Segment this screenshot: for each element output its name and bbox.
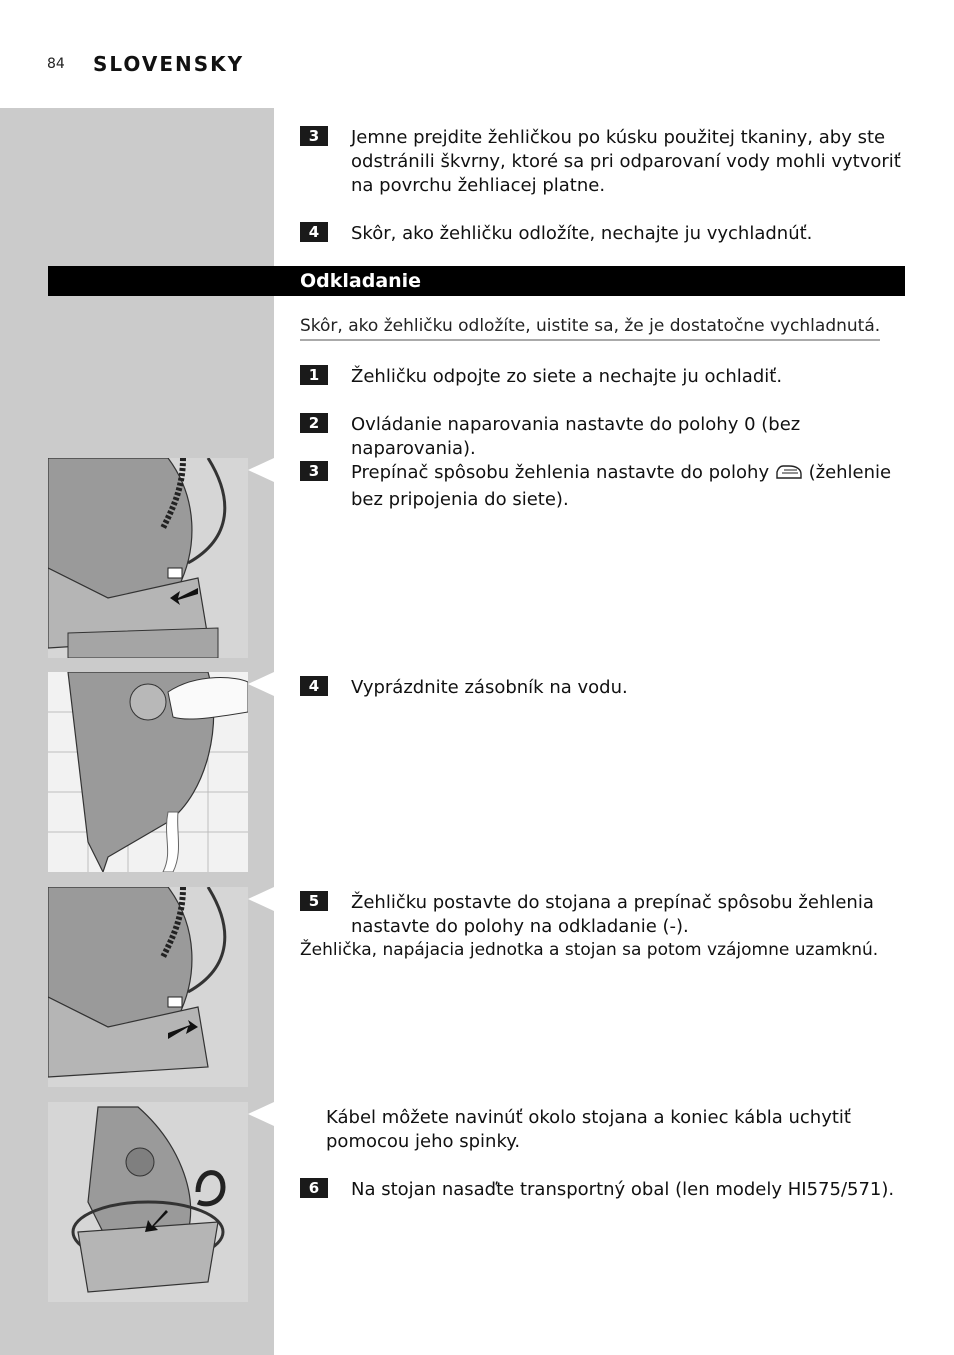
step-number: 4	[300, 222, 328, 242]
pointer-triangle	[248, 1102, 274, 1126]
step-text: Jemne prejdite žehličkou po kúsku použitej tkaniny, aby ste odstránili škvrny, ktoré sa pri odparovaní vody mohli vytvoriť na povrchu žehliacej platne.	[351, 127, 901, 196]
step-number: 6	[300, 1178, 328, 1198]
step-text-after: (žehlenie bez pripojenia do siete).	[351, 462, 892, 510]
step-number: 3	[300, 126, 328, 146]
section-header	[48, 266, 905, 296]
step-text	[351, 461, 910, 512]
cable-note: Kábel môžete navinúť okolo stojana a koniec kábla uchytiť pomocou jeho spinky.	[326, 1107, 851, 1152]
section-title: Odkladanie	[300, 270, 422, 292]
pointer-triangle	[248, 887, 274, 911]
step-text: Žehličku postavte do stojana a prepínač spôsobu žehlenia nastavte do polohy na odkladanie (-).	[351, 892, 874, 937]
step-number: 5	[300, 891, 328, 911]
step-6	[300, 1178, 910, 1202]
step-text: Skôr, ako žehličku odložíte, nechajte ju vychladnúť.	[351, 223, 813, 244]
step-text: Žehličku odpojte zo siete a nechajte ju ochladiť.	[351, 366, 783, 387]
step-number: 2	[300, 413, 328, 433]
language-title: SLOVENSKY	[93, 52, 245, 76]
step-1	[300, 365, 910, 389]
illustration-cable-wound-stand	[48, 1102, 248, 1302]
page-number: 84	[47, 56, 65, 72]
step-number: 1	[300, 365, 328, 385]
step-top-4	[300, 222, 910, 246]
illustration-empty-water-tank	[48, 672, 248, 872]
illustration-iron-switch-cordless	[48, 458, 248, 658]
step-2	[300, 413, 910, 461]
step-text-before: Prepínač spôsobu žehlenia nastavte do polohy	[351, 462, 770, 483]
pointer-triangle	[248, 672, 274, 696]
warning-text: Skôr, ako žehličku odložíte, uistite sa, že je dostatočne vychladnutá.	[300, 315, 880, 341]
step-top-3	[300, 126, 910, 198]
illustration-iron-switch-lock	[48, 887, 248, 1087]
step-3	[300, 461, 910, 512]
step-text: Na stojan nasaďte transportný obal (len modely HI575/571).	[351, 1179, 895, 1200]
step-number: 4	[300, 676, 328, 696]
step-number: 3	[300, 461, 328, 481]
step-text: Ovládanie naparovania nastavte do polohy 0 (bez naparovania).	[351, 414, 801, 459]
step-text: Vyprázdnite zásobník na vodu.	[351, 677, 628, 698]
step-4	[300, 676, 910, 700]
cordless-iron-icon	[775, 463, 803, 488]
step-5	[300, 891, 910, 939]
pointer-triangle	[248, 458, 274, 482]
step-5-note: Žehlička, napájacia jednotka a stojan sa potom vzájomne uzamknú.	[300, 940, 879, 960]
